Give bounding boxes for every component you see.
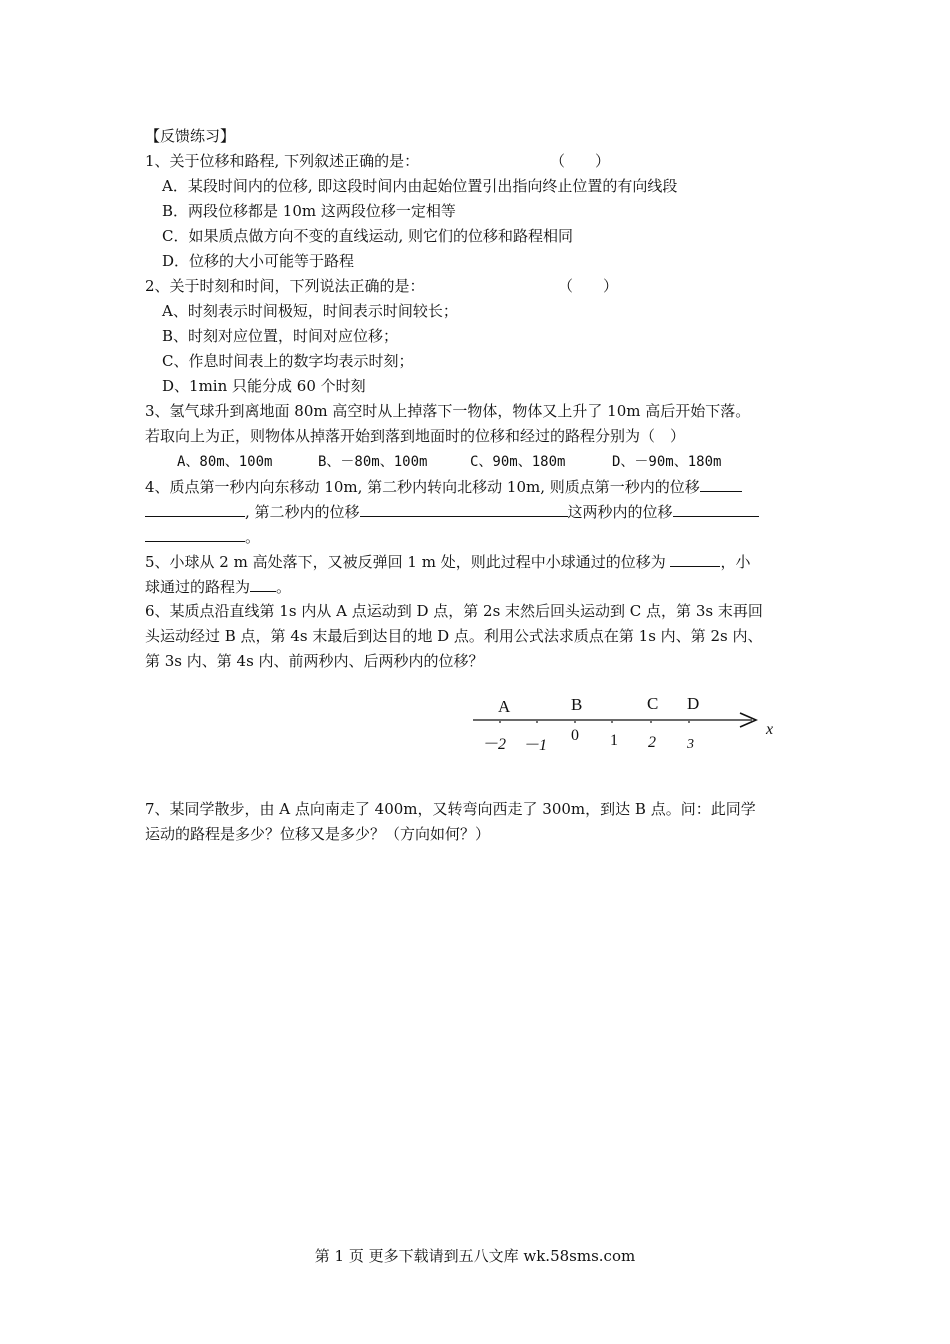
- tick-dot-neg1: [536, 721, 538, 723]
- tick-label-2: 2: [648, 734, 656, 751]
- point-label-b: B: [571, 695, 583, 714]
- q2-option-a: A、时刻表示时间极短，时间表示时间较长；: [162, 302, 458, 320]
- tick-label-1: 1: [610, 732, 618, 749]
- q1-option-d: D．位移的大小可能等于路程: [162, 252, 355, 270]
- q3-option-b: B、－80m、100m: [318, 454, 428, 470]
- q2-option-d: D、1min 只能分成 60 个时刻: [162, 377, 366, 395]
- tick-label-neg2: －2: [482, 736, 507, 753]
- q1-option-a: A．某段时间内的位移, 即这段时间内由起始位置引出指向终止位置的有向线段: [162, 177, 678, 195]
- tick-dot-b: [574, 721, 576, 723]
- q3-line1: 3、氢气球升到离地面 80m 高空时从上掉落下一物体，物体又上升了 10m 高后开始下落。: [145, 402, 751, 420]
- q4-text-part2: , 第二秒内的位移: [245, 503, 360, 521]
- section-title: 【反馈练习】: [145, 127, 236, 145]
- q4-text-part4: 。: [245, 528, 261, 546]
- q2-stem: 2、关于时刻和时间，下列说法正确的是：: [145, 277, 425, 295]
- tick-label-neg1: －1: [523, 737, 548, 754]
- q1-option-b: B．两段位移都是 10m 这两段位移一定相等: [162, 202, 456, 220]
- q4-text-part3: 这两秒内的位移: [567, 503, 673, 521]
- q7-line2: 运动的路程是多少？位移又是多少？（方向如何？）: [145, 825, 491, 843]
- q2-option-c: C、作息时间表上的数字均表示时刻；: [162, 352, 414, 370]
- q5-text-d: 。: [276, 578, 292, 596]
- axis-name-x: x: [766, 721, 774, 738]
- q3-option-a: A、80m、100m: [177, 454, 273, 470]
- q5-text-a: 5、小球从 2 m 高处落下，又被反弹回 1 m 处，则此过程中小球通过的位移为: [145, 553, 666, 571]
- tick-dot-a: [499, 721, 501, 723]
- q6-line2: 头运动经过 B 点，第 4s 末最后到达目的地 D 点。利用公式法求质点在第 1s 内、第 2s 内、: [145, 627, 763, 645]
- q1-answer-paren: （ ）: [550, 152, 611, 170]
- q4-text-part1: 4、质点第一秒内向东移动 10m, 第二秒内转向北移动 10m, 则质点第一秒内的位移: [145, 478, 700, 496]
- q1-stem-text: 1、关于位移和路程, 下列叙述正确的是：: [145, 152, 420, 170]
- tick-label-3: 3: [687, 737, 694, 752]
- tick-dot-c: [650, 721, 652, 723]
- q6-line1: 6、某质点沿直线第 1s 内从 A 点运动到 D 点，第 2s 末然后回头运动到 C 点，第 3s 末再回: [145, 602, 763, 620]
- page-footer: 第 1 页 更多下载请到五八文库 wk.58sms.com: [314, 1247, 636, 1265]
- q3-line2: 若取向上为正，则物体从掉落开始到落到地面时的位移和经过的路程分别为（ ）: [145, 427, 686, 445]
- q5-text-c: 球通过的路程为: [145, 578, 251, 596]
- tick-dot-d: [688, 721, 690, 723]
- point-label-c: C: [647, 694, 659, 713]
- q3-option-d: D、－90m、180m: [612, 454, 722, 470]
- q2-answer-paren: （ ）: [558, 277, 619, 295]
- tick-label-0: 0: [571, 727, 579, 744]
- q2-option-b: B、时刻对应位置，时间对应位移；: [162, 327, 399, 345]
- tick-dot-1: [611, 721, 613, 723]
- q3-option-c: C、90m、180m: [470, 454, 566, 470]
- q1-option-c: C．如果质点做方向不变的直线运动, 则它们的位移和路程相同: [162, 227, 574, 245]
- q5-text-b: ，小: [720, 553, 751, 571]
- q6-line3: 第 3s 内、第 4s 内、前两秒内、后两秒内的位移？: [145, 652, 484, 670]
- point-label-d: D: [687, 694, 700, 713]
- q7-line1: 7、某同学散步，由 A 点向南走了 400m，又转弯向西走了 300m，到达 B 点。问：此同学: [145, 800, 756, 818]
- point-label-a: A: [498, 697, 511, 716]
